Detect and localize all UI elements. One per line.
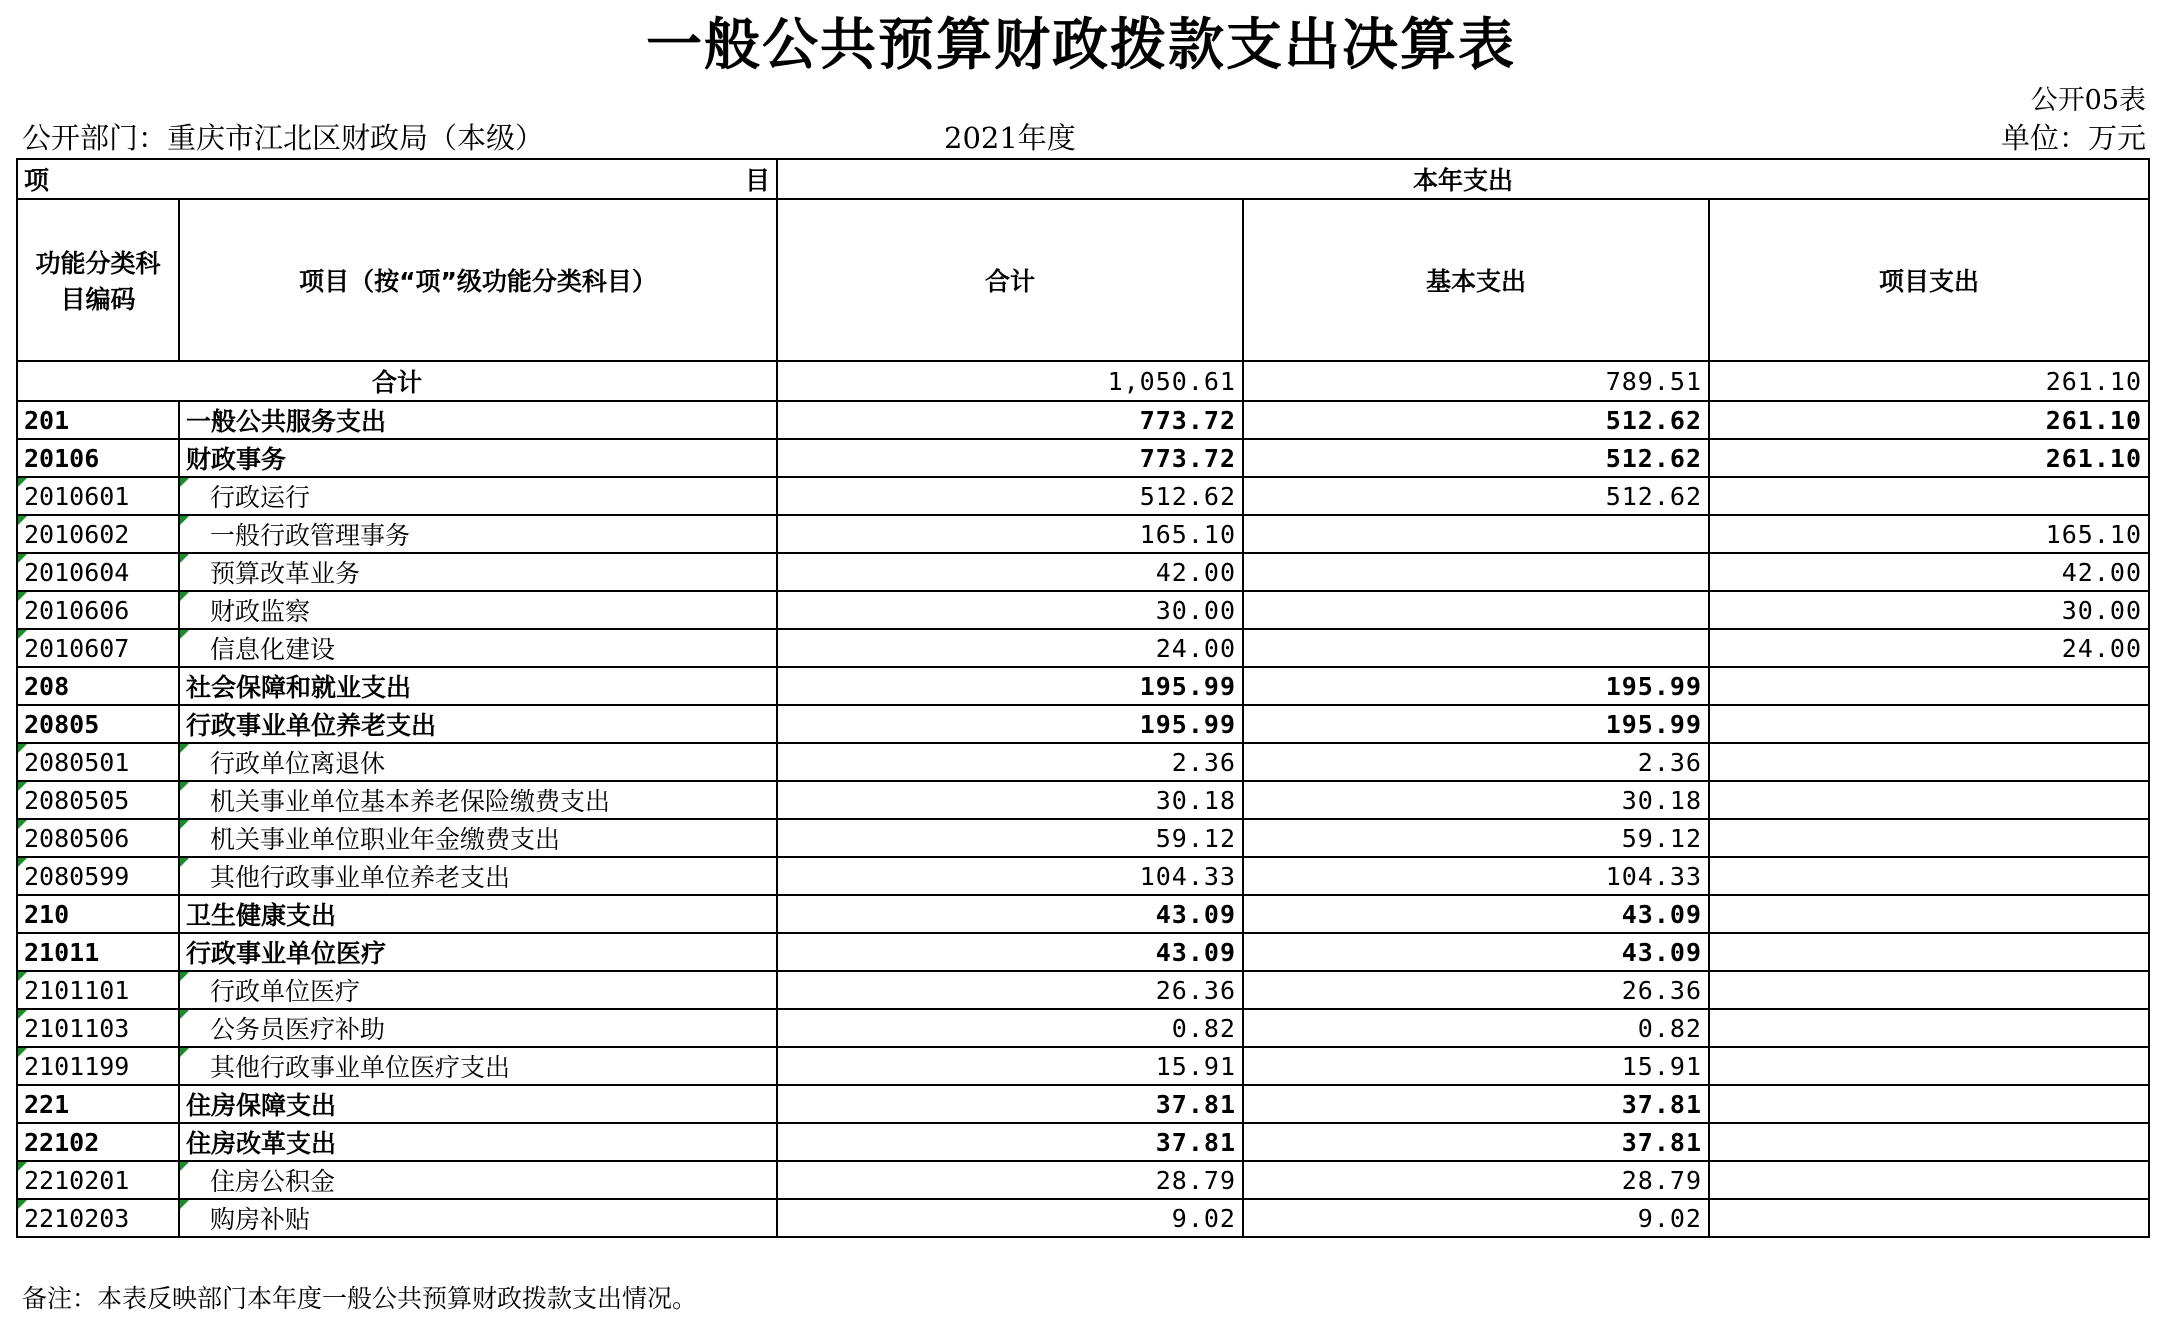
row-name[interactable] (179, 1009, 777, 1047)
cell-warning-marker (180, 592, 189, 601)
row-code[interactable] (17, 857, 179, 895)
row-project[interactable]: 42.00 (1709, 553, 2149, 591)
row-basic[interactable]: 37.81 (1243, 1123, 1709, 1161)
unit-label: 单位：万元 (2000, 121, 2146, 155)
row-name-text: 其他行政事业单位医疗支出 (210, 1053, 511, 1082)
cell-warning-marker (180, 1200, 189, 1209)
cell-warning-marker (18, 630, 27, 639)
row-code-text: 2010601 (24, 481, 130, 511)
row-code[interactable] (17, 971, 179, 1009)
table-row (17, 971, 2149, 1009)
row-total[interactable]: 0.82 (777, 1009, 1243, 1047)
row-total[interactable]: 24.00 (777, 629, 1243, 667)
header-item-right: 目 (744, 166, 770, 195)
row-code-text: 2080505 (24, 785, 130, 815)
table-row (17, 515, 2149, 553)
department-label: 公开部门：重庆市江北区财政局（本级） (22, 121, 545, 155)
row-name[interactable] (179, 1199, 777, 1237)
row-total[interactable]: 43.09 (777, 933, 1243, 971)
row-basic[interactable]: 43.09 (1243, 895, 1709, 933)
row-name-text: 一般行政管理事务 (210, 521, 411, 550)
row-name[interactable] (179, 971, 777, 1009)
cell-warning-marker (18, 516, 27, 525)
row-code[interactable] (17, 591, 179, 629)
cell-warning-marker (18, 478, 27, 487)
row-basic[interactable]: 15.91 (1243, 1047, 1709, 1085)
table-row (17, 667, 2149, 705)
cell-warning-marker (180, 972, 189, 981)
row-code[interactable]: 20106 (17, 439, 179, 477)
row-name[interactable] (179, 477, 777, 515)
row-code[interactable] (17, 477, 179, 515)
table-row (17, 743, 2149, 781)
cell-warning-marker (180, 630, 189, 639)
row-code-text: 2210201 (24, 1165, 130, 1195)
row-code[interactable] (17, 1047, 179, 1085)
row-code[interactable]: 208 (17, 667, 179, 705)
table-row (17, 591, 2149, 629)
table-row (17, 1123, 2149, 1161)
table-row (17, 933, 2149, 971)
row-total[interactable]: 165.10 (777, 515, 1243, 553)
row-name[interactable]: 卫生健康支出 (179, 895, 777, 933)
total-amount[interactable]: 1,050.61 (777, 361, 1243, 401)
header-name[interactable]: 项目（按“项”级功能分类科目） (179, 199, 777, 361)
row-total[interactable]: 30.00 (777, 591, 1243, 629)
row-basic[interactable]: 104.33 (1243, 857, 1709, 895)
row-project[interactable] (1709, 895, 2149, 933)
row-code[interactable] (17, 1009, 179, 1047)
row-name[interactable] (179, 1161, 777, 1199)
row-project[interactable] (1709, 819, 2149, 857)
row-project[interactable] (1709, 781, 2149, 819)
total-basic[interactable]: 789.51 (1243, 361, 1709, 401)
cell-warning-marker (180, 1048, 189, 1057)
table-row (17, 1161, 2149, 1199)
row-total[interactable]: 9.02 (777, 1199, 1243, 1237)
cell-warning-marker (18, 858, 27, 867)
row-name-text: 预算改革业务 (210, 559, 361, 588)
cell-warning-marker (18, 554, 27, 563)
total-project[interactable]: 261.10 (1709, 361, 2149, 401)
cell-warning-marker (18, 744, 27, 753)
cell-warning-marker (18, 592, 27, 601)
row-code[interactable]: 201 (17, 401, 179, 439)
footnote: 备注：本表反映部门本年度一般公共预算财政拨款支出情况。 (22, 1284, 698, 1313)
table-row (17, 781, 2149, 819)
table-row (17, 477, 2149, 515)
row-name-text: 公务员医疗补助 (210, 1015, 386, 1044)
row-project[interactable] (1709, 1085, 2149, 1123)
row-total[interactable]: 59.12 (777, 819, 1243, 857)
cell-warning-marker (18, 972, 27, 981)
row-total[interactable]: 28.79 (777, 1161, 1243, 1199)
form-number: 公开05表 (2030, 85, 2146, 116)
row-name-text: 机关事业单位职业年金缴费支出 (210, 825, 561, 854)
row-name[interactable] (179, 743, 777, 781)
table-row (17, 705, 2149, 743)
row-name[interactable] (179, 781, 777, 819)
row-name[interactable]: 住房保障支出 (179, 1085, 777, 1123)
row-project[interactable]: 30.00 (1709, 591, 2149, 629)
table-row (17, 857, 2149, 895)
row-code-text: 2010607 (24, 633, 130, 663)
header-row-2 (17, 199, 2149, 361)
row-code-text: 2010604 (24, 557, 130, 587)
row-total[interactable]: 37.81 (777, 1123, 1243, 1161)
row-project[interactable]: 24.00 (1709, 629, 2149, 667)
row-project[interactable] (1709, 1009, 2149, 1047)
row-basic[interactable]: 9.02 (1243, 1199, 1709, 1237)
table-row (17, 1047, 2149, 1085)
row-code[interactable]: 221 (17, 1085, 179, 1123)
cell-warning-marker (18, 820, 27, 829)
row-basic[interactable] (1243, 591, 1709, 629)
row-project[interactable] (1709, 477, 2149, 515)
row-basic[interactable]: 2.36 (1243, 743, 1709, 781)
row-name[interactable] (179, 857, 777, 895)
total-label[interactable]: 合计 (17, 361, 777, 401)
row-project[interactable] (1709, 971, 2149, 1009)
row-name[interactable] (179, 1047, 777, 1085)
row-code[interactable] (17, 1199, 179, 1237)
row-basic[interactable]: 195.99 (1243, 667, 1709, 705)
header-project[interactable]: 项目支出 (1709, 199, 2149, 361)
row-name[interactable] (179, 591, 777, 629)
row-name[interactable]: 行政事业单位医疗 (179, 933, 777, 971)
cell-warning-marker (18, 1162, 27, 1171)
expenditure-table (16, 158, 2150, 1238)
row-project[interactable] (1709, 1161, 2149, 1199)
row-code[interactable]: 210 (17, 895, 179, 933)
header-this-year[interactable]: 本年支出 (777, 159, 2149, 199)
row-project[interactable] (1709, 705, 2149, 743)
cell-warning-marker (18, 1200, 27, 1209)
row-name-text: 财政监察 (210, 597, 311, 626)
row-code[interactable]: 22102 (17, 1123, 179, 1161)
row-name[interactable] (179, 819, 777, 857)
row-name-text: 其他行政事业单位养老支出 (210, 863, 511, 892)
row-total[interactable]: 43.09 (777, 895, 1243, 933)
row-code-text: 2210203 (24, 1203, 130, 1233)
table-row (17, 401, 2149, 439)
row-code[interactable]: 21011 (17, 933, 179, 971)
row-basic[interactable]: 512.62 (1243, 401, 1709, 439)
row-project[interactable] (1709, 667, 2149, 705)
total-row (17, 361, 2149, 401)
row-code-text: 2080506 (24, 823, 130, 853)
row-name-text: 信息化建设 (210, 635, 336, 664)
row-project[interactable] (1709, 1199, 2149, 1237)
row-basic[interactable]: 0.82 (1243, 1009, 1709, 1047)
row-basic[interactable]: 195.99 (1243, 705, 1709, 743)
row-project[interactable] (1709, 743, 2149, 781)
row-basic[interactable] (1243, 553, 1709, 591)
row-basic[interactable]: 26.36 (1243, 971, 1709, 1009)
row-total[interactable]: 30.18 (777, 781, 1243, 819)
row-project[interactable] (1709, 1047, 2149, 1085)
row-code-text: 2010602 (24, 519, 130, 549)
row-name[interactable]: 住房改革支出 (179, 1123, 777, 1161)
row-code-text: 2101199 (24, 1051, 130, 1081)
cell-warning-marker (18, 1010, 27, 1019)
row-basic[interactable] (1243, 629, 1709, 667)
fiscal-year: 2021年度 (944, 121, 1076, 155)
row-code[interactable]: 20805 (17, 705, 179, 743)
table-row (17, 1199, 2149, 1237)
row-name-text: 行政单位医疗 (210, 977, 361, 1006)
row-basic[interactable]: 30.18 (1243, 781, 1709, 819)
header-row-1 (17, 159, 2149, 199)
header-code[interactable]: 功能分类科目编码 (17, 199, 179, 361)
row-total[interactable]: 773.72 (777, 401, 1243, 439)
row-total[interactable]: 773.72 (777, 439, 1243, 477)
row-code-text: 2080599 (24, 861, 130, 891)
row-name[interactable]: 一般公共服务支出 (179, 401, 777, 439)
table-row (17, 1009, 2149, 1047)
row-basic[interactable]: 37.81 (1243, 1085, 1709, 1123)
header-item-left: 项 (24, 166, 50, 195)
row-code[interactable] (17, 1161, 179, 1199)
row-name-text: 机关事业单位基本养老保险缴费支出 (210, 787, 611, 816)
table-row (17, 553, 2149, 591)
row-code-text: 2080501 (24, 747, 130, 777)
row-basic[interactable]: 512.62 (1243, 439, 1709, 477)
table-row (17, 895, 2149, 933)
cell-warning-marker (180, 744, 189, 753)
table-row (17, 629, 2149, 667)
row-total[interactable]: 42.00 (777, 553, 1243, 591)
cell-warning-marker (180, 1010, 189, 1019)
row-project[interactable] (1709, 1123, 2149, 1161)
header-basic[interactable]: 基本支出 (1243, 199, 1709, 361)
row-name-text: 购房补贴 (210, 1205, 311, 1234)
row-code-text: 2101101 (24, 975, 130, 1005)
row-project[interactable] (1709, 933, 2149, 971)
row-total[interactable]: 37.81 (777, 1085, 1243, 1123)
table-row (17, 819, 2149, 857)
row-basic[interactable]: 512.62 (1243, 477, 1709, 515)
row-total[interactable]: 15.91 (777, 1047, 1243, 1085)
table-row (17, 1085, 2149, 1123)
cell-warning-marker (18, 1048, 27, 1057)
row-total[interactable]: 104.33 (777, 857, 1243, 895)
row-code[interactable] (17, 515, 179, 553)
row-basic[interactable]: 28.79 (1243, 1161, 1709, 1199)
table-row (17, 439, 2149, 477)
row-code-text: 2010606 (24, 595, 130, 625)
row-code[interactable] (17, 819, 179, 857)
cell-warning-marker (180, 858, 189, 867)
row-total[interactable]: 512.62 (777, 477, 1243, 515)
row-basic[interactable] (1243, 515, 1709, 553)
row-project[interactable] (1709, 857, 2149, 895)
row-name-text: 行政单位离退休 (210, 749, 386, 778)
row-code[interactable] (17, 781, 179, 819)
row-project[interactable]: 165.10 (1709, 515, 2149, 553)
row-code-text: 2101103 (24, 1013, 130, 1043)
row-code[interactable] (17, 553, 179, 591)
row-total[interactable]: 195.99 (777, 705, 1243, 743)
row-code[interactable] (17, 743, 179, 781)
cell-warning-marker (180, 782, 189, 791)
row-name[interactable] (179, 515, 777, 553)
row-name[interactable] (179, 553, 777, 591)
row-total[interactable]: 26.36 (777, 971, 1243, 1009)
cell-warning-marker (18, 782, 27, 791)
row-project[interactable]: 261.10 (1709, 401, 2149, 439)
header-total[interactable]: 合计 (777, 199, 1243, 361)
row-code[interactable] (17, 629, 179, 667)
row-name-text: 行政运行 (210, 483, 311, 512)
row-total[interactable]: 195.99 (777, 667, 1243, 705)
row-basic[interactable]: 43.09 (1243, 933, 1709, 971)
row-name[interactable]: 社会保障和就业支出 (179, 667, 777, 705)
row-name[interactable] (179, 629, 777, 667)
row-name[interactable]: 行政事业单位养老支出 (179, 705, 777, 743)
row-name-text: 住房公积金 (210, 1167, 336, 1196)
page-title: 一般公共预算财政拨款支出决算表 (646, 13, 1516, 78)
row-project[interactable]: 261.10 (1709, 439, 2149, 477)
row-basic[interactable]: 59.12 (1243, 819, 1709, 857)
row-name[interactable]: 财政事务 (179, 439, 777, 477)
cell-warning-marker (180, 554, 189, 563)
cell-warning-marker (180, 478, 189, 487)
header-item-cell[interactable] (17, 159, 777, 199)
cell-warning-marker (180, 516, 189, 525)
cell-warning-marker (180, 1162, 189, 1171)
cell-warning-marker (180, 820, 189, 829)
row-total[interactable]: 2.36 (777, 743, 1243, 781)
